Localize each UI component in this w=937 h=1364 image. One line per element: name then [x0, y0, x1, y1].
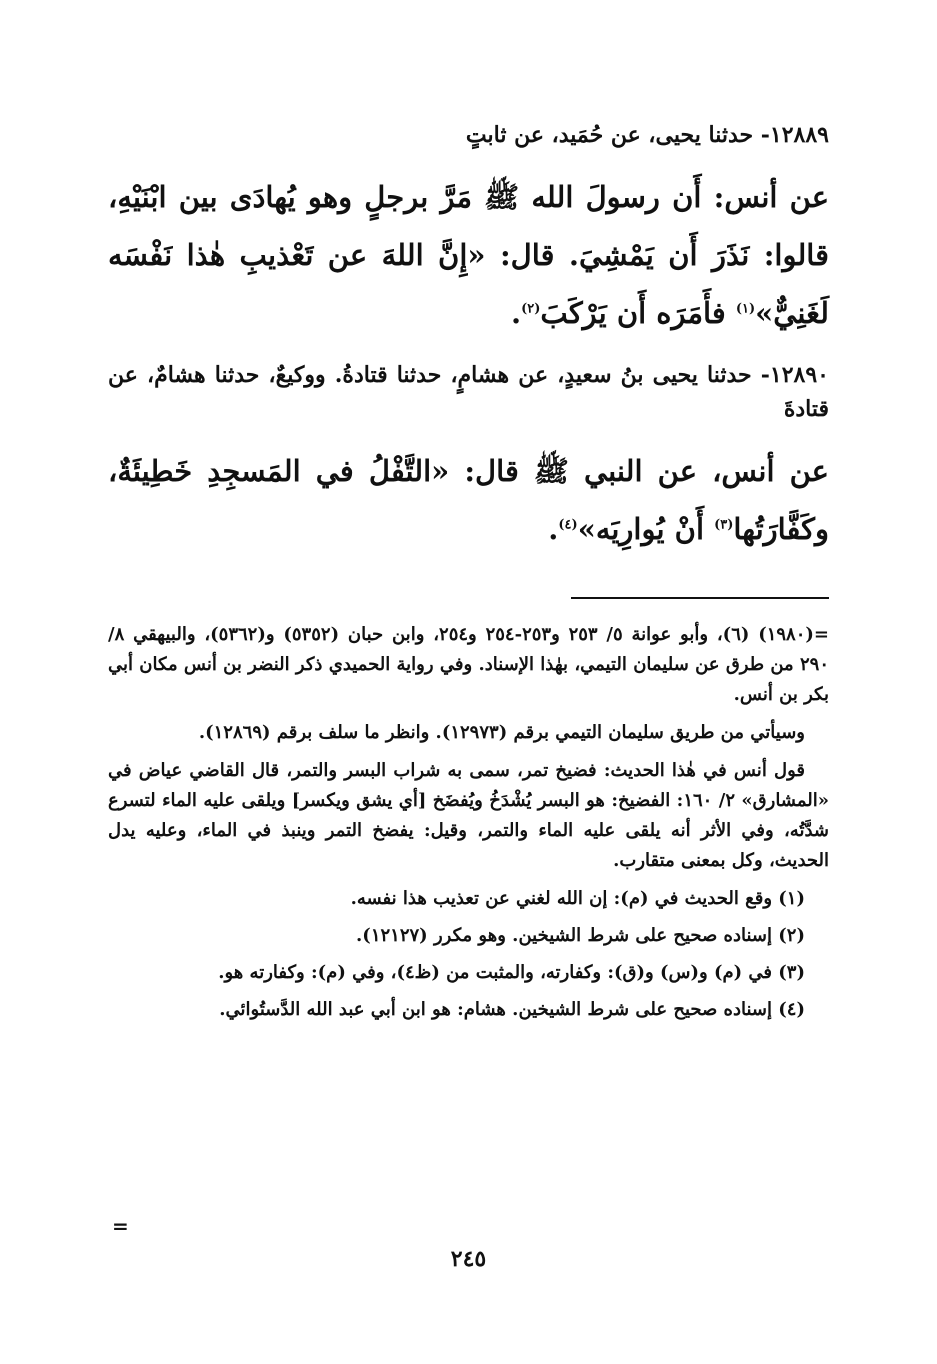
hadith-12889-isnad: ١٢٨٨٩- حدثنا يحيى، عن حُمَيد، عن ثابتٍ [465, 122, 829, 148]
hadith-12889-matn-continued: فأَمَرَه أَن يَرْكَبَ [540, 296, 736, 330]
footnote-2: (٢) إسناده صحيح على شرط الشيخين. وهو مكرر (١٢١٢٧). [356, 925, 805, 946]
hadith-12890-matn-text: عن أنس، عن النبي ﷺ قال: «التَّفْلُ في المَسجِدِ خَطِيئَةٌ، وكَفَّارَتُها [108, 454, 829, 546]
hadith-12889-matn-end: . [510, 296, 522, 330]
hadith-12890-matn [108, 442, 829, 558]
footnote-continuation-commentary: قول أنس في هٰذا الحديث: فضيخ تمر، سمى به شراب البسر والتمر، قال القاضي عياض في «المشارق» ٢/ ١٦٠: الفضيخ: هو البسر يُشْدَخُ ويُفضَخ [أي يشق ويكسر] ويلقى عليه الماء لتسرع شدَّتُه، وفي الأثر أنه يلقى عليه الماء والتمر، وقيل: يفضخ التمر وينبذ في الماء، وعليه يدل الحديث، وكل بمعنى متقارب. [108, 760, 830, 871]
hadith-12889-matn-text: عن أنس: أَن رسولَ الله ﷺ مَرَّ برجلٍ وهو يُهادَى بين ابْنَيْهِ، قالوا: نَذَرَ أَن يَمْشِيَ. قال: «إِنَّ اللهَ عن تَعْذيبِ هٰذا نَفْسَه لَغَنِيٌّ» [108, 180, 829, 330]
footnote-ref-3[interactable]: (٣) [714, 517, 734, 533]
footnote-4: (٤) إسناده صحيح على شرط الشيخين. هشام: هو ابن أبي عبد الله الدَّستُوائي. [219, 999, 805, 1020]
footnote-continuation-crossref: وسيأتي من طريق سليمان التيمي برقم (١٢٩٧٣). وانظر ما سلف برقم (١٢٨٦٩). [198, 722, 805, 743]
hadith-12890-isnad: ١٢٨٩٠- حدثنا يحيى بنُ سعيدٍ، عن هشامٍ، حدثنا قتادةُ. ووكيعٌ، حدثنا هشامٌ، عن قتادةَ [108, 362, 829, 422]
footnote-ref-2[interactable]: (٢) [521, 301, 541, 317]
footnote-3: (٣) في (م) و(س) و(ق): وكفارته، والمثبت من (ظ٤)، وفي (م): وكفارته هو. [218, 962, 805, 983]
footnote-ref-1[interactable]: (١) [735, 301, 756, 317]
page-number: ٢٤٥ [450, 1246, 487, 1272]
hadith-12889-matn [108, 168, 829, 342]
footnote-continuation-mark: = [112, 1214, 129, 1238]
main-text [108, 118, 829, 574]
footnote-ref-4[interactable]: (٤) [558, 517, 578, 533]
hadith-12890-matn-end: . [548, 512, 559, 546]
footnotes [108, 620, 829, 1032]
footnote-1: (١) وقع الحديث في (م): إن الله لغني عن تعذيب هذا نفسه. [350, 888, 805, 909]
footnote-separator [571, 597, 829, 599]
hadith-12890-matn-continued: أَنْ يُوارِيَه» [577, 512, 715, 546]
footnote-continuation-sources: =(١٩٨٠) (٦)، وأبو عوانة ٥/ ٢٥٣ و٢٥٣-٢٥٤ و٢٥٤، وابن حبان (٥٣٥٢) و(٥٣٦٢)، والبيهقي ٨/ ٢٩٠ من طرق عن سليمان التيمي، بهٰذا الإسناد. وفي رواية الحميدي ذكر النضر بن أنس مكان أبي بكر بن أنس. [108, 624, 829, 705]
